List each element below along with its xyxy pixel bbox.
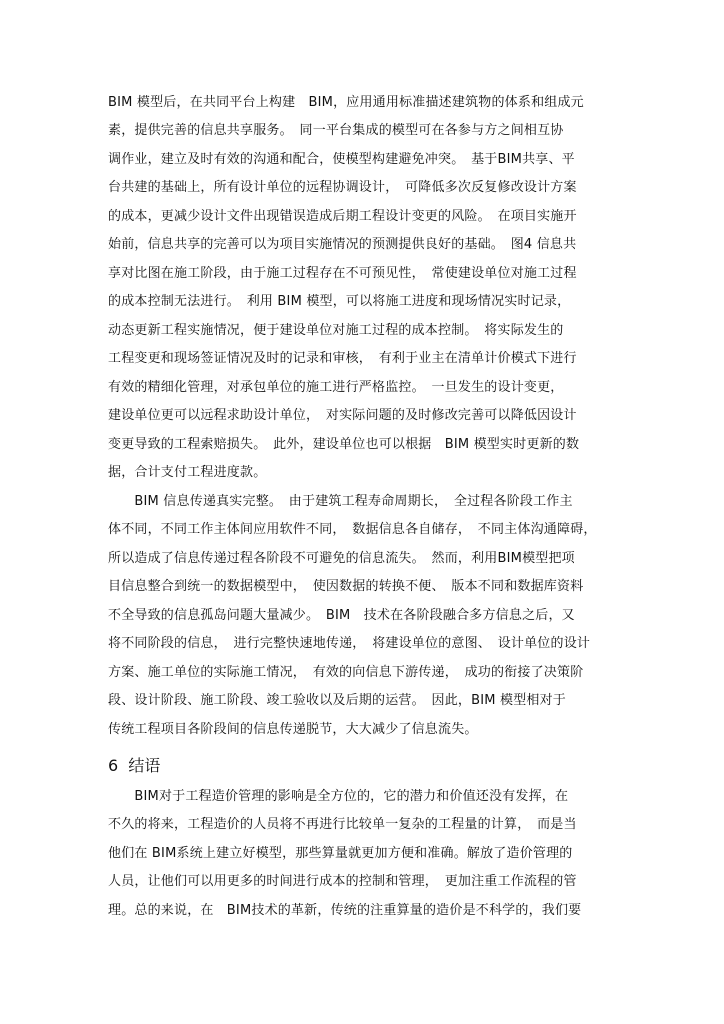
text-line: 享对比图在施工阶段，由于施工过程存在不可预见性， 常使建设单位对施工过程 (108, 266, 577, 281)
text-line: 变更导致的工程索赔损失。 此外，建设单位也可以根据 BIM 模型实时更新的数 (108, 437, 580, 452)
text-line: 体不同，不同工作主体间应用软件不同， 数据信息各自储存， 不同主体沟通障碍， (108, 522, 597, 537)
text-line: 理。总的来说，在 BIM技术的革新，传统的注重算量的造价是不科学的，我们要 (108, 903, 582, 918)
text-line: BIM 模型后，在共同平台上构建 BIM，应用通用标准描述建筑物的体系和组成元 (108, 95, 584, 110)
text-line: 有效的精细化管理，对承包单位的施工进行严格监控。 一旦发生的设计变更， (108, 380, 564, 395)
text-line: 据，合计支付工程进度款。 (108, 465, 267, 480)
text-line: 他们在 BIM系统上建立好模型，那些算量就更加方便和准确。解放了造价管理的 (108, 846, 573, 861)
text-line: 工程变更和现场签证情况及时的记录和审核， 有利于业主在清单计价模式下进行 (108, 351, 577, 366)
text-line: 将不同阶段的信息， 进行完整快速地传递， 将建设单位的意图、 设计单位的设计 (108, 636, 591, 651)
section-heading: 6 结语 (108, 756, 161, 775)
text-line: 方案、施工单位的实际施工情况， 有效的向信息下游传递， 成功的衔接了决策阶 (108, 665, 584, 680)
text-line: 不久的将来，工程造价的人员将不再进行比较单一复杂的工程量的计算， 而是当 (108, 817, 577, 832)
text-line: 台共建的基础上，所有设计单位的远程协调设计， 可降低多次反复修改设计方案 (108, 180, 577, 195)
text-line: 始前，信息共享的完善可以为项目实施情况的预测提供良好的基础。 图4 信息共 (108, 237, 577, 252)
text-line: 段、设计阶段、施工阶段、竣工验收以及后期的运营。 因此，BIM 模型相对于 (108, 693, 567, 708)
text-line: 的成本控制无法进行。 利用 BIM 模型，可以将施工进度和现场情况实时记录， (108, 294, 571, 309)
text-line: 调作业，建立及时有效的沟通和配合，使模型构建避免冲突。 基于BIM共享、平 (108, 152, 575, 167)
text-line: 人员，让他们可以用更多的时间进行成本的控制和管理， 更加注重工作流程的管 (108, 874, 577, 889)
text-line: 建设单位更可以远程求助设计单位， 对实际问题的及时修改完善可以降低因设计 (108, 408, 577, 423)
text-line: 素，提供完善的信息共享服务。 同一平台集成的模型可在各参与方之间相互协 (108, 123, 564, 138)
text-line: 不全导致的信息孤岛问题大量减少。 BIM 技术在各阶段融合多方信息之后，又 (108, 608, 575, 623)
text-line: 所以造成了信息传递过程各阶段不可避免的信息流失。 然而，利用BIM模型把项 (108, 551, 575, 566)
text-line: 的成本，更减少设计文件出现错误造成后期工程设计变更的风险。 在项目实施开 (108, 209, 577, 224)
text-line: 动态更新工程实施情况，便于建设单位对施工过程的成本控制。 将实际发生的 (108, 323, 564, 338)
text-line: BIM对于工程造价管理的影响是全方位的，它的潜力和价值还没有发挥，在 (108, 789, 569, 804)
text-line: 传统工程项目各阶段间的信息传递脱节，大大减少了信息流失。 (108, 722, 478, 737)
text-line: 目信息整合到统一的数据模型中， 使因数据的转换不便、 版本不同和数据库资料 (108, 579, 584, 594)
text-line: BIM 信息传递真实完整。 由于建筑工程寿命周期长， 全过程各阶段工作主 (108, 494, 573, 509)
